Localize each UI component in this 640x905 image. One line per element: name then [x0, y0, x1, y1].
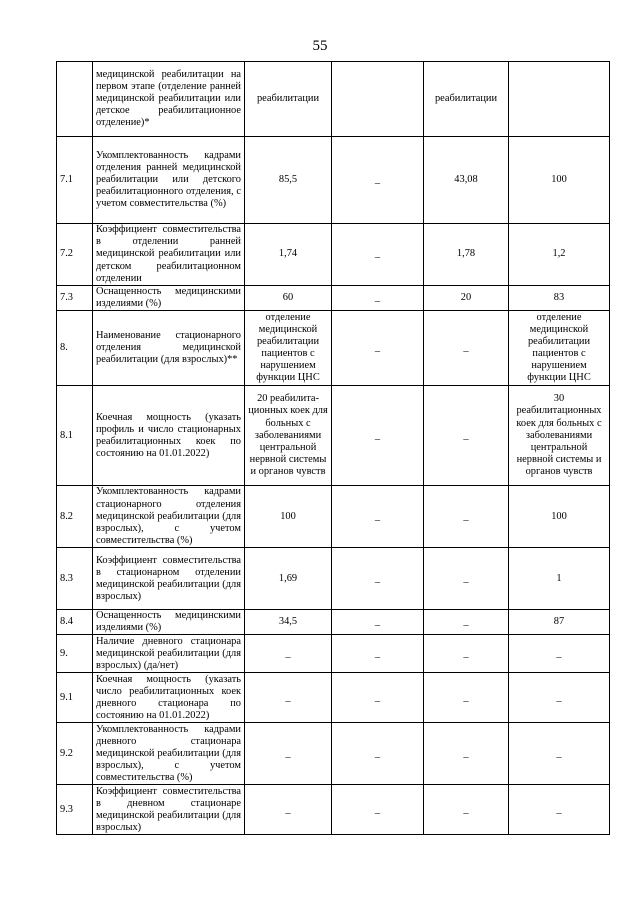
value-col-3: _	[424, 486, 509, 548]
indicator-name: Коэффициент совместительства в стационарном отделении медицинской реабилитации (для взрослых)	[93, 548, 245, 610]
row-number: 8.1	[57, 386, 93, 486]
value-col-4: _	[509, 785, 610, 835]
row-number: 9.1	[57, 673, 93, 723]
value-col-2: _	[332, 548, 424, 610]
value-col-1: 60	[245, 286, 332, 311]
value-col-1: 1,74	[245, 224, 332, 286]
value-col-3: _	[424, 386, 509, 486]
indicator-name: Наименование стационарного отделения медицинской реабилитации (для взрослых)**	[93, 311, 245, 386]
row-number: 8.2	[57, 486, 93, 548]
value-col-2	[332, 62, 424, 137]
value-col-4: _	[509, 635, 610, 673]
table-row	[57, 548, 610, 610]
value-col-2: _	[332, 486, 424, 548]
value-col-2: _	[332, 635, 424, 673]
indicator-name: Коечная мощность (указать число реабилитационных коек дневного стационара по состоянию на 01.01.2022)	[93, 673, 245, 723]
indicator-name: Укомплектованность кадрами отделения ранней медицинской реабилитации или детского реабилитационного отделения, с учетом совместительства (%)	[93, 137, 245, 224]
indicator-name: Оснащенность медицинскими изделиями (%)	[93, 610, 245, 635]
row-number: 7.1	[57, 137, 93, 224]
value-col-2: _	[332, 673, 424, 723]
value-col-1: _	[245, 635, 332, 673]
value-col-2: _	[332, 785, 424, 835]
value-col-3: _	[424, 311, 509, 386]
value-col-4: 87	[509, 610, 610, 635]
indicator-name: Оснащенность медицинскими изделиями (%)	[93, 286, 245, 311]
value-col-2: _	[332, 137, 424, 224]
value-col-4: отделение медицинской реабилитации пациентов с нарушением функции ЦНС	[509, 311, 610, 386]
value-col-3: _	[424, 610, 509, 635]
row-number: 7.2	[57, 224, 93, 286]
table-row	[57, 224, 610, 286]
value-col-4: _	[509, 723, 610, 785]
value-col-1: 20 реабилита-ционных коек для больных с заболеваниями центральной нервной системы и органов чувств	[245, 386, 332, 486]
value-col-1: отделение медицинской реабилитации пациентов с нарушением функции ЦНС	[245, 311, 332, 386]
value-col-2: _	[332, 224, 424, 286]
table-row	[57, 635, 610, 673]
page-number: 55	[312, 38, 328, 54]
row-number: 7.3	[57, 286, 93, 311]
indicator-name: Коэффициент совместительства в дневном стационаре медицинской реабилитации (для взрослых)	[93, 785, 245, 835]
value-col-4: _	[509, 673, 610, 723]
value-col-4: 83	[509, 286, 610, 311]
row-number	[57, 62, 93, 137]
indicator-name: Коэффициент совместительства в отделении ранней медицинской реабилитации или детском реабилитационном отделении	[93, 224, 245, 286]
value-col-2: _	[332, 311, 424, 386]
table-row	[57, 62, 610, 137]
value-col-1: 1,69	[245, 548, 332, 610]
value-col-4	[509, 62, 610, 137]
value-col-3: 1,78	[424, 224, 509, 286]
indicator-name: Коечная мощность (указать профиль и число стационарных реабилитационных коек по состоянию на 01.01.2022)	[93, 386, 245, 486]
value-col-2: _	[332, 286, 424, 311]
row-number: 9.3	[57, 785, 93, 835]
table-row	[57, 723, 610, 785]
indicator-name: Укомплектованность кадрами дневного стационара медицинской реабилитации (для взрослых), с учетом совместительства (%)	[93, 723, 245, 785]
indicator-name: Укомплектованность кадрами стационарного отделения медицинской реабилитации (для взрослых), с учетом совместительства (%)	[93, 486, 245, 548]
value-col-1: _	[245, 673, 332, 723]
value-col-3: _	[424, 548, 509, 610]
table-row	[57, 673, 610, 723]
value-col-3: 43,08	[424, 137, 509, 224]
value-col-4: 100	[509, 486, 610, 548]
value-col-4: 1,2	[509, 224, 610, 286]
value-col-2: _	[332, 386, 424, 486]
table-row	[57, 386, 610, 486]
table-row	[57, 486, 610, 548]
value-col-3: 20	[424, 286, 509, 311]
row-number: 8.	[57, 311, 93, 386]
table-row	[57, 286, 610, 311]
value-col-3: реабилитации	[424, 62, 509, 137]
value-col-1: 34,5	[245, 610, 332, 635]
indicator-name: медицинской реабилитации на первом этапе (отделение ранней медицинской реабилитации или детское реабилитационное отделение)*	[93, 62, 245, 137]
rehabilitation-indicators-table	[56, 61, 610, 835]
row-number: 9.	[57, 635, 93, 673]
value-col-1: 100	[245, 486, 332, 548]
value-col-4: 30 реабилитационных коек для больных с заболеваниями центральной нервной системы и органов чувств	[509, 386, 610, 486]
value-col-1: _	[245, 723, 332, 785]
value-col-4: 100	[509, 137, 610, 224]
value-col-3: _	[424, 723, 509, 785]
table-row	[57, 311, 610, 386]
table-row	[57, 785, 610, 835]
row-number: 9.2	[57, 723, 93, 785]
indicator-name: Наличие дневного стационара медицинской реабилитации (для взрослых) (да/нет)	[93, 635, 245, 673]
row-number: 8.3	[57, 548, 93, 610]
value-col-1: _	[245, 785, 332, 835]
table-row	[57, 610, 610, 635]
value-col-4: 1	[509, 548, 610, 610]
table-row	[57, 137, 610, 224]
value-col-1: 85,5	[245, 137, 332, 224]
value-col-3: _	[424, 673, 509, 723]
value-col-1: реабилитации	[245, 62, 332, 137]
row-number: 8.4	[57, 610, 93, 635]
value-col-3: _	[424, 635, 509, 673]
value-col-2: _	[332, 723, 424, 785]
value-col-3: _	[424, 785, 509, 835]
value-col-2: _	[332, 610, 424, 635]
